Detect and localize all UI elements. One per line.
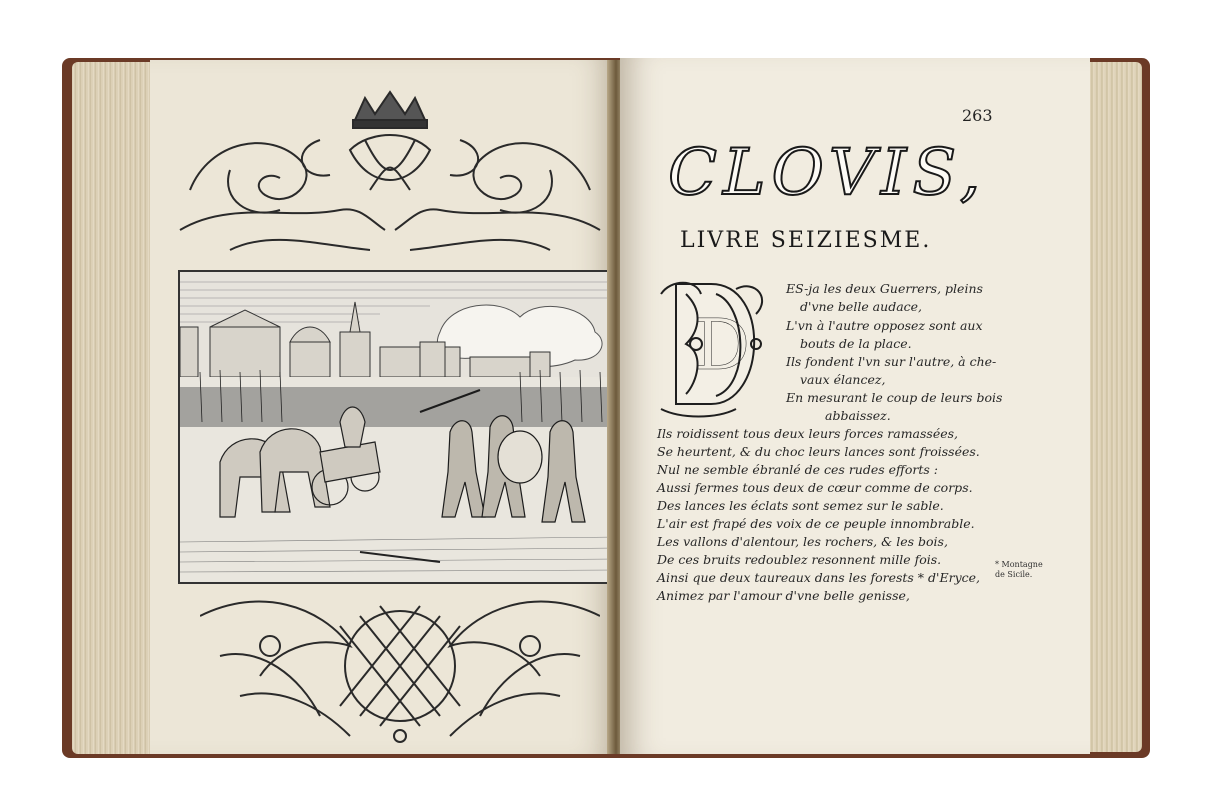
battle-scene-engraving <box>178 270 620 584</box>
interlace-ornament <box>200 586 600 746</box>
verse-line: ES-ja les deux Guerrers, pleins <box>786 281 983 296</box>
dropcap-letter: D <box>694 304 751 386</box>
verse-line: Des lances les éclats sont semez sur le sable. <box>657 498 944 513</box>
verse-line: De ces bruits redoublez resonnent mille fois. <box>657 552 942 567</box>
verse-line: bouts de la place. <box>800 336 912 351</box>
ornamental-dropcap <box>656 274 776 420</box>
verse-line: d'vne belle audace, <box>800 299 923 314</box>
margin-note-line: de Sicile. <box>995 570 1033 579</box>
verse-line: Ils roidissent tous deux leurs forces ramassées, <box>657 426 959 441</box>
verse-line: Nul ne semble ébranlé de ces rudes efforts : <box>657 462 939 477</box>
book-heading: LIVRE SEIZIESME. <box>680 228 932 253</box>
verse-line: Se heurtent, & du choc leurs lances sont froissées. <box>657 444 980 459</box>
margin-note-line: * Montagne <box>995 560 1043 569</box>
verse-line: vaux élancez, <box>800 372 886 387</box>
verse-line: Ils fondent l'vn sur l'autre, à che- <box>786 354 997 369</box>
clovis-title-text: CLOVIS, <box>668 136 987 210</box>
crowned-monogram-ornament <box>170 80 610 270</box>
clovis-decorative-title <box>668 126 998 216</box>
verse-line: Animez par l'amour d'vne belle genisse, <box>657 588 910 603</box>
page-number: 263 <box>962 106 993 125</box>
verse-line: Aussi fermes tous deux de cœur comme de corps. <box>657 480 973 495</box>
margin-note <box>995 560 1043 580</box>
verse-line: Ainsi que deux taureaux dans les forests * d'Eryce, <box>657 570 981 585</box>
verse-line: L'vn à l'autre opposez sont aux <box>786 318 983 333</box>
verse-line: En mesurant le coup de leurs bois <box>786 390 1003 405</box>
verse-line: Les vallons d'alentour, les rochers, & les bois, <box>657 534 948 549</box>
verse-line: abbaissez. <box>825 408 891 423</box>
verse-line: L'air est frapé des voix de ce peuple innombrable. <box>657 516 975 531</box>
